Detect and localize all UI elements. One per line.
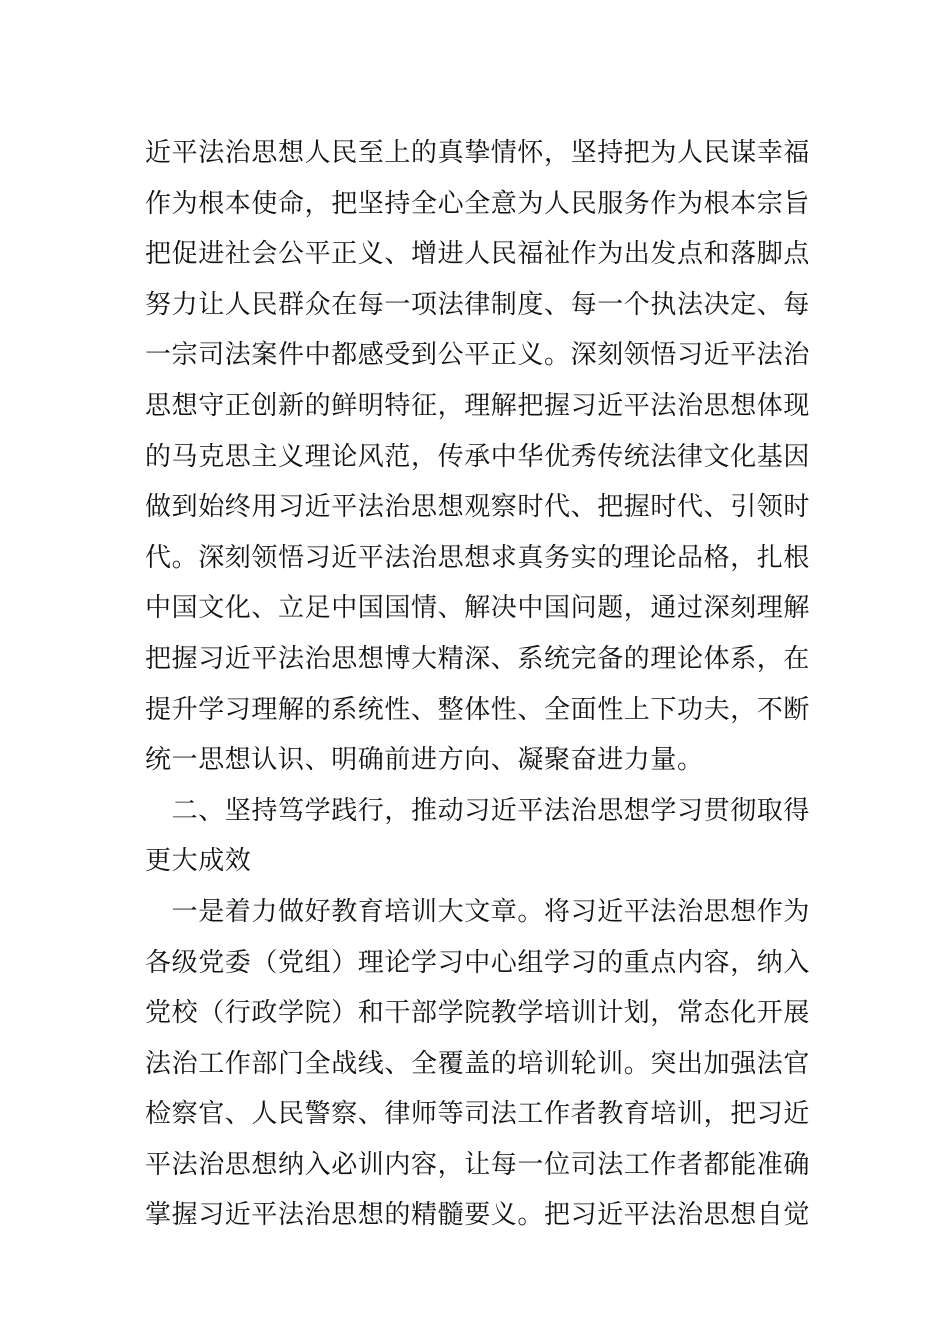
section-heading-line-2: 更大成效 — [145, 846, 252, 877]
text-line-13: 统一思想认识、明确前进方向、凝聚奋进力量。 — [145, 745, 704, 776]
text-line-8: 做到始终用习近平法治思想观察时代、把握时代、引领时 — [145, 492, 811, 523]
text-line-1: 近平法治思想人民至上的真挚情怀，坚持把为人民谋幸福 — [145, 138, 811, 168]
text-line-4: 努力让人民群众在每一项法律制度、每一个执法决定、每 — [145, 289, 811, 320]
text-line-21: 平法治思想纳入必训内容，让每一位司法工作者都能准确 — [145, 1149, 811, 1180]
text-line-3: 把促进社会公平正义、增进人民福祉作为出发点和落脚点 — [145, 239, 811, 270]
text-line-19: 法治工作部门全战线、全覆盖的培训轮训。突出加强法官 — [145, 1048, 811, 1079]
text-line-20: 检察官、人民警察、律师等司法工作者教育培训，把习近 — [145, 1099, 811, 1130]
text-line-11: 把握习近平法治思想博大精深、系统完备的理论体系，在 — [145, 643, 811, 674]
text-line-5: 一宗司法案件中都感受到公平正义。深刻领悟习近平法治 — [145, 340, 811, 371]
text-line-18: 党校（行政学院）和干部学院教学培训计划，常态化开展 — [145, 998, 811, 1029]
text-line-10: 中国文化、立足中国国情、解决中国问题，通过深刻理解 — [145, 593, 811, 624]
text-line-9: 代。深刻领悟习近平法治思想求真务实的理论品格，扎根 — [145, 542, 811, 573]
text-line-12: 提升学习理解的系统性、整体性、全面性上下功夫，不断 — [145, 694, 811, 725]
text-line-17: 各级党委（党组）理论学习中心组学习的重点内容，纳入 — [145, 947, 811, 978]
text-line-6: 思想守正创新的鲜明特征，理解把握习近平法治思想体现 — [145, 390, 811, 421]
text-line-7: 的马克思主义理论风范，传承中华优秀传统法律文化基因 — [145, 441, 811, 472]
section-heading-line-1: 二、坚持笃学践行，推动习近平法治思想学习贯彻取得 — [145, 795, 811, 826]
text-line-16: 一是着力做好教育培训大文章。将习近平法治思想作为 — [145, 896, 811, 927]
body-text — [145, 128, 810, 1241]
text-line-22: 掌握习近平法治思想的精髓要义。把习近平法治思想自觉 — [145, 1200, 811, 1231]
text-line-2: 作为根本使命，把坚持全心全意为人民服务作为根本宗旨 — [145, 188, 811, 219]
